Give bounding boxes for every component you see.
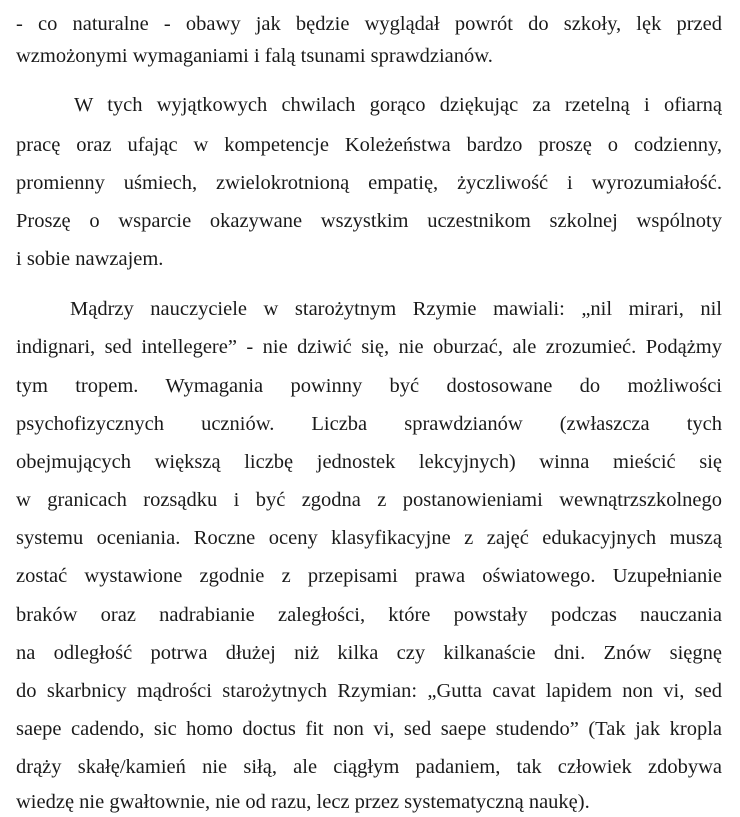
text-line: psychofizycznych uczniów. Liczba sprawdzianów (zwłaszcza tych [16,413,722,435]
text-line: wiedzę nie gwałtownie, nie od razu, lecz przez systematyczną naukę). [16,791,590,813]
text-line: systemu oceniania. Roczne oceny klasyfikacyjne z zajęć edukacyjnych muszą [16,527,722,549]
text-line: W tych wyjątkowych chwilach gorąco dziękując za rzetelną i ofiarną [74,94,722,116]
text-line: wzmożonymi wymaganiami i falą tsunami sprawdzianów. [16,45,493,67]
text-line: promienny uśmiech, zwielokrotnioną empatię, życzliwość i wyrozumiałość. [16,172,722,194]
text-line: do skarbnicy mądrości starożytnych Rzymian: „Gutta cavat lapidem non vi, sed [16,680,722,702]
text-line: - co naturalne - obawy jak będzie wyglądał powrót do szkoły, lęk przed [16,13,722,35]
text-line: na odległość potrwa dłużej niż kilka czy kilkanaście dni. Znów sięgnę [16,642,722,664]
text-line: Proszę o wsparcie okazywane wszystkim uczestnikom szkolnej wspólnoty [16,210,722,232]
text-line: Mądrzy nauczyciele w starożytnym Rzymie mawiali: „nil mirari, nil [70,298,722,320]
text-line: indignari, sed intellegere” - nie dziwić się, nie oburzać, ale zrozumieć. Podążmy [16,336,722,358]
text-line: tym tropem. Wymagania powinny być dostosowane do możliwości [16,375,722,397]
text-line: saepe cadendo, sic homo doctus fit non vi, sed saepe studendo” (Tak jak kropla [16,718,722,740]
text-line: braków oraz nadrabianie zaległości, które powstały podczas nauczania [16,604,722,626]
text-line: i sobie nawzajem. [16,248,164,270]
text-line: pracę oraz ufając w kompetencje Koleżeństwa bardzo proszę o codzienny, [16,134,722,156]
text-line: drąży skałę/kamień nie siłą, ale ciągłym padaniem, tak człowiek zdobywa [16,756,722,778]
text-line: w granicach rozsądku i być zgodna z postanowieniami wewnątrzszkolnego [16,489,722,511]
text-line: zostać wystawione zgodnie z przepisami prawa oświatowego. Uzupełnianie [16,565,722,587]
text-line: obejmujących większą liczbę jednostek lekcyjnych) winna mieścić się [16,451,722,473]
